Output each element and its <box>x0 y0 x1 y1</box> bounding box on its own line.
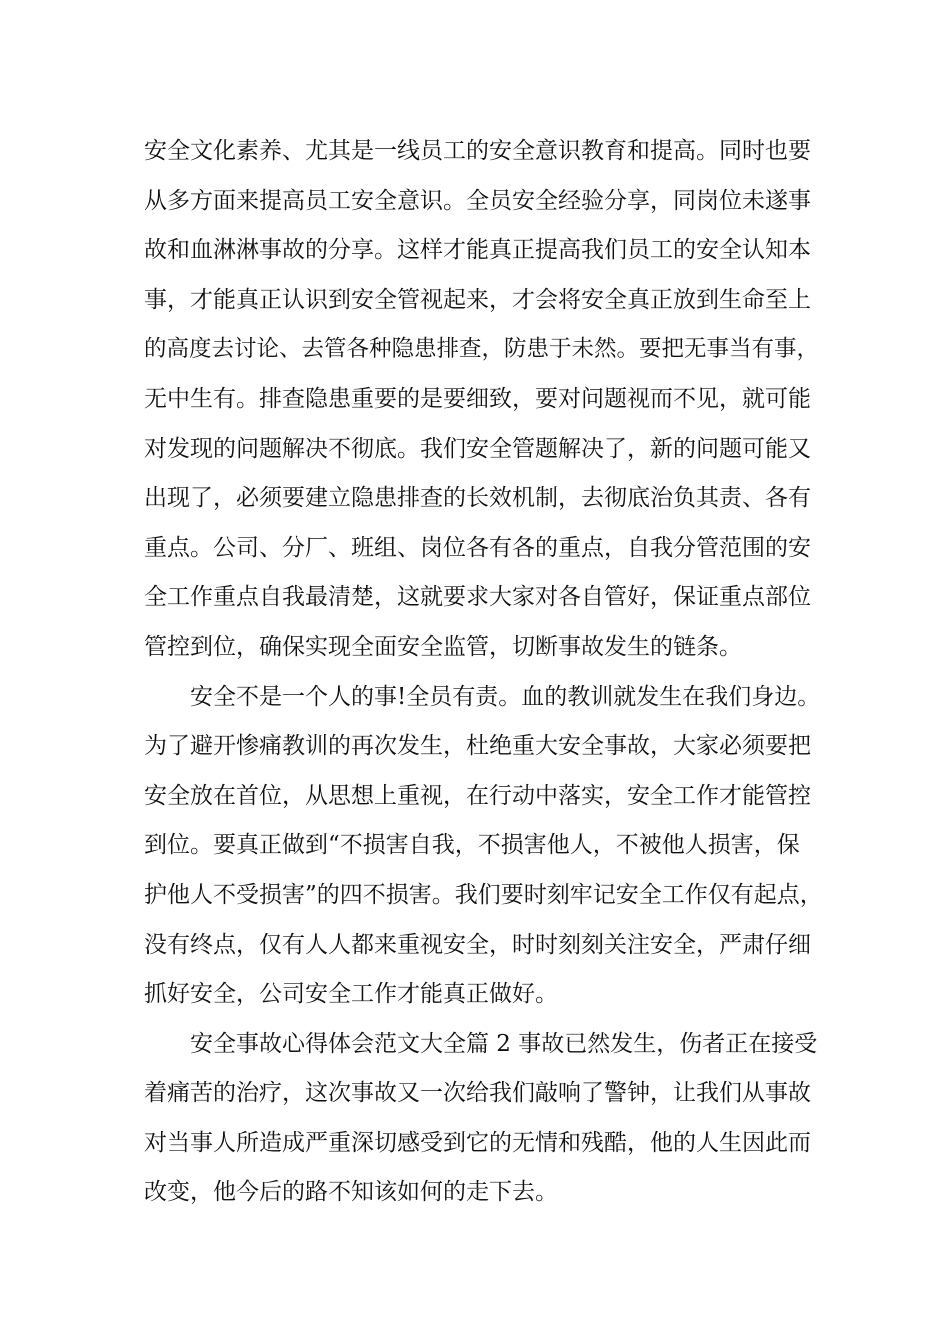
text-line: 对当事人所造成严重深切感受到它的无情和残酷，他的人生因此而 <box>144 1129 811 1156</box>
text-line: 出现了，必须要建立隐患排查的长效机制，去彻底治负其责、各有 <box>144 485 811 512</box>
text-line: 着痛苦的治疗，这次事故又一次给我们敲响了警钟，让我们从事故 <box>144 1080 811 1107</box>
text-line: 重点。公司、分厂、班组、岗位各有各的重点，自我分管范围的安 <box>144 534 811 561</box>
text-line: 的高度去讨论、去管各种隐患排查，防患于未然。要把无事当有事， <box>144 336 820 363</box>
text-line: 对发现的问题解决不彻底。我们安全管题解决了，新的问题可能又 <box>144 435 811 462</box>
text-line: 事，才能真正认识到安全管视起来，才会将安全真正放到生命至上 <box>144 286 811 313</box>
text-line: 改变，他今后的路不知该如何的走下去。 <box>144 1179 558 1206</box>
text-line: 无中生有。排查隐患重要的是要细致，要对问题视而不见，就可能 <box>144 385 811 412</box>
text-line: 全工作重点自我最清楚，这就要求大家对各自管好，保证重点部位 <box>144 584 811 611</box>
paragraph-start-line: 安全事故心得体会范文大全篇 2 事故已然发生，伤者正在接受 <box>190 1030 818 1057</box>
text-line: 护他人不受损害”的四不损害。我们要时刻牢记安全工作仅有起点， <box>144 881 823 908</box>
text-line: 管控到位，确保实现全面安全监管，切断事故发生的链条。 <box>144 633 742 660</box>
text-line: 没有终点，仅有人人都来重视安全，时时刻刻关注安全，严肃仔细 <box>144 931 811 958</box>
text-line: 故和血淋淋事故的分享。这样才能真正提高我们员工的安全认知本 <box>144 237 811 264</box>
paragraph-start-line: 安全不是一个人的事!全员有责。血的教训就发生在我们身边。 <box>190 683 821 710</box>
text-line: 为了避开惨痛教训的再次发生，杜绝重大安全事故，大家必须要把 <box>144 733 811 760</box>
body-text <box>144 127 824 1218</box>
text-line: 从多方面来提高员工安全意识。全员安全经验分享，同岗位未遂事 <box>144 187 811 214</box>
text-line: 安全文化素养、尤其是一线员工的安全意识教育和提高。同时也要 <box>144 138 811 164</box>
text-line: 到位。要真正做到“不损害自我，不损害他人，不被他人损害，保 <box>144 832 800 859</box>
text-line: 抓好安全，公司安全工作才能真正做好。 <box>144 981 558 1008</box>
text-line: 安全放在首位，从思想上重视，在行动中落实，安全工作才能管控 <box>144 782 811 809</box>
